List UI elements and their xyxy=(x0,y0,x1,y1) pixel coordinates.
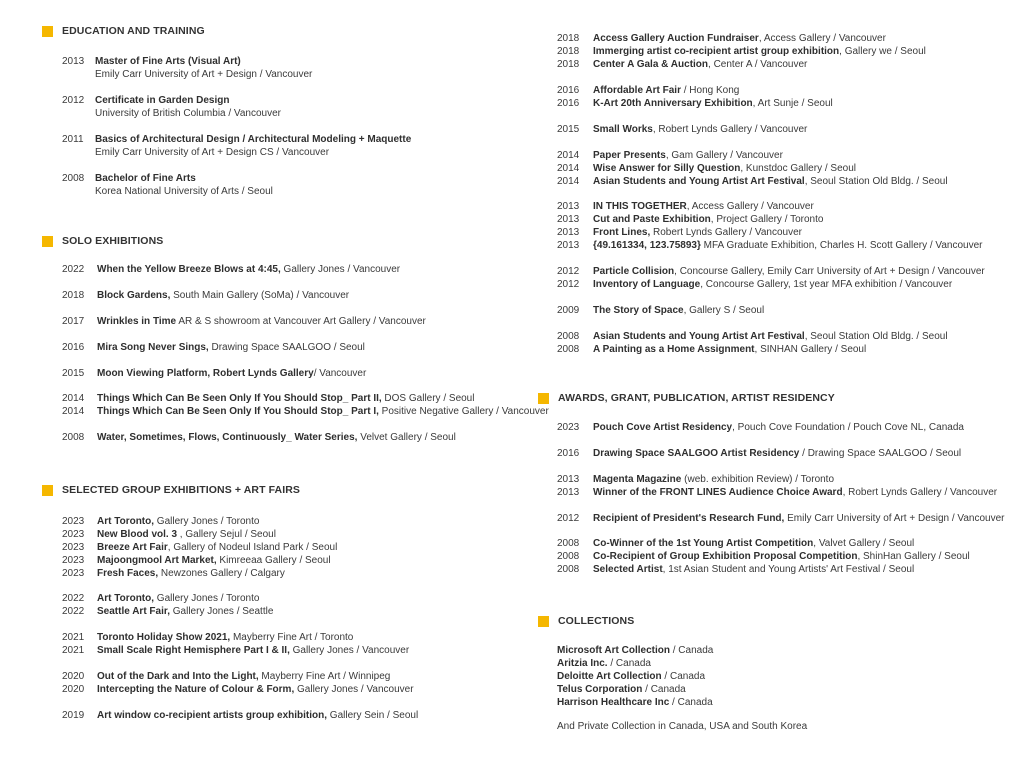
entry-detail: , ShinHan Gallery / Seoul xyxy=(857,551,970,562)
entry-detail: / Canada xyxy=(661,671,706,682)
entry-detail: Newzones Gallery / Calgary xyxy=(158,568,285,579)
list-item xyxy=(557,200,814,213)
entry-year: 2022 xyxy=(62,593,85,604)
entry-detail: AR & S showroom at Vancouver Art Gallery / Vancouver xyxy=(176,316,426,327)
list-item xyxy=(62,528,276,541)
entry-detail: / Canada xyxy=(642,684,686,695)
entry-detail: Gallery Jones / Toronto xyxy=(154,516,260,527)
entry-title: Drawing Space SAALGOO Artist Residency xyxy=(593,448,800,459)
entry-detail: , SINHAN Gallery / Seoul xyxy=(754,344,867,355)
entry-title: Small Scale Right Hemisphere Part I & II, xyxy=(97,645,290,656)
list-item xyxy=(557,58,807,71)
entry-title: Magenta Magazine xyxy=(593,474,682,485)
entry-title: Block Gardens, xyxy=(97,290,171,301)
entry-detail: / Vancouver xyxy=(313,368,367,379)
entry-title: Small Works xyxy=(593,124,653,135)
entry-year: 2013 xyxy=(557,240,580,251)
entry-year: 2008 xyxy=(62,432,85,443)
entry-title: Fresh Faces, xyxy=(97,568,159,579)
list-item xyxy=(62,631,353,644)
list-item xyxy=(557,550,970,563)
list-item xyxy=(557,278,952,291)
entry-title: Breeze Art Fair xyxy=(97,542,168,553)
entry-title: Toronto Holiday Show 2021, xyxy=(97,632,231,643)
entry-year: 2013 xyxy=(557,227,580,238)
entry-detail: , Robert Lynds Gallery / Vancouver xyxy=(652,124,808,135)
entry-title: Wise Answer for Silly Question xyxy=(593,163,741,174)
entry-year: 2011 xyxy=(62,134,84,145)
list-item xyxy=(557,213,823,226)
entry-year: 2022 xyxy=(62,264,85,275)
entry-year: 2023 xyxy=(557,422,580,433)
list-item xyxy=(557,123,807,136)
entry-year: 2013 xyxy=(557,201,580,212)
entry-year: 2014 xyxy=(62,393,85,404)
entry-title: Intercepting the Nature of Colour & Form, xyxy=(97,684,295,695)
entry-detail: Velvet Gallery / Seoul xyxy=(357,432,456,443)
entry-title: The Story of Space xyxy=(593,305,684,316)
entry-year: 2012 xyxy=(62,95,85,106)
list-item xyxy=(62,554,331,567)
entry-year: 2023 xyxy=(62,516,85,527)
group-section xyxy=(42,484,300,496)
entry-year: 2013 xyxy=(557,214,580,225)
entry-detail: , Robert Lynds Gallery / Vancouver xyxy=(842,487,998,498)
list-item xyxy=(557,330,948,343)
entry-year: 2018 xyxy=(557,59,580,70)
entry-title: Basics of Architectural Design / Architectural Modeling + Maquette xyxy=(95,134,412,145)
entry-detail: (web. exhibition Review) / Toronto xyxy=(681,474,835,485)
list-item xyxy=(62,709,418,722)
entry-detail: , Gallery S / Seoul xyxy=(683,305,765,316)
list-item xyxy=(62,315,426,328)
entry-title: New Blood vol. 3 xyxy=(97,529,178,540)
entry-title: Majoongmool Art Market, xyxy=(97,555,217,566)
list-item xyxy=(62,341,365,354)
entry-year: 2017 xyxy=(62,316,85,327)
entry-detail: , Pouch Cove Foundation / Pouch Cove NL, Canada xyxy=(732,422,964,433)
entry-year: 2016 xyxy=(62,342,85,353)
list-item xyxy=(62,172,273,198)
entry-title: Affordable Art Fair xyxy=(593,85,681,96)
entry-title: Microsoft Art Collection xyxy=(557,645,670,656)
entry-title: Things Which Can Be Seen Only If You Should Stop_ Part I, xyxy=(97,406,379,417)
entry-title: Master of Fine Arts (Visual Art) xyxy=(95,56,241,67)
list-item xyxy=(62,605,273,618)
entry-title: Water, Sometimes, Flows, Continuously_ Water Series, xyxy=(97,432,358,443)
entry-detail: , Kunstdoc Gallery / Seoul xyxy=(740,163,856,174)
entry-detail: , Center A / Vancouver xyxy=(708,59,808,70)
entry-detail: , Gam Gallery / Vancouver xyxy=(665,150,783,161)
entry-title: {49.161334, 123.75893} xyxy=(593,240,701,251)
entry-year: 2015 xyxy=(62,368,85,379)
entry-detail: , Access Gallery / Vancouver xyxy=(758,33,886,44)
entry-title: Co-Recipient of Group Exhibition Proposal Competition xyxy=(593,551,858,562)
entry-year: 2014 xyxy=(557,163,580,174)
entry-detail: Positive Negative Gallery / Vancouver xyxy=(378,406,549,417)
entry-detail: Mayberry Fine Art / Winnipeg xyxy=(258,671,391,682)
entry-year: 2014 xyxy=(557,150,580,161)
list-item xyxy=(557,696,713,709)
list-item xyxy=(62,263,400,276)
entry-title: IN THIS TOGETHER xyxy=(593,201,687,212)
list-item xyxy=(557,683,686,696)
list-item xyxy=(557,304,764,317)
entry-detail: Drawing Space SAALGOO / Seoul xyxy=(208,342,365,353)
entry-title: Art Toronto, xyxy=(97,516,155,527)
entry-detail: , Concourse Gallery, Emily Carr University of Art + Design / Vancouver xyxy=(674,266,985,277)
entry-title: Out of the Dark and Into the Light, xyxy=(97,671,259,682)
education-section xyxy=(42,25,205,37)
entry-title: Harrison Healthcare Inc xyxy=(557,697,670,708)
entry-subtitle: Emily Carr University of Art + Design / Vancouver xyxy=(95,69,313,80)
list-item xyxy=(557,473,834,486)
entry-title: Selected Artist xyxy=(593,564,663,575)
list-item xyxy=(557,343,866,356)
entry-detail: Gallery Jones / Vancouver xyxy=(294,684,414,695)
list-item xyxy=(557,84,739,97)
entry-title: Particle Collision xyxy=(593,266,675,277)
education-heading: EDUCATION AND TRAINING xyxy=(42,25,205,37)
entry-title: Cut and Paste Exhibition xyxy=(593,214,711,225)
entry-title: Front Lines, xyxy=(593,227,651,238)
entry-detail: , Valvet Gallery / Seoul xyxy=(813,538,915,549)
entry-title: Immerging artist co-recipient artist group exhibition xyxy=(593,46,840,57)
entry-detail: , Gallery of Nodeul Island Park / Seoul xyxy=(167,542,338,553)
entry-detail: Gallery Jones / Vancouver xyxy=(280,264,401,275)
list-item xyxy=(557,32,886,45)
list-item xyxy=(557,447,961,460)
entry-title: Seattle Art Fair, xyxy=(97,606,170,617)
list-item xyxy=(557,486,997,499)
list-item xyxy=(62,133,411,159)
entry-year: 2013 xyxy=(62,56,85,67)
entry-year: 2008 xyxy=(62,173,85,184)
entry-detail: , Art Sunje / Seoul xyxy=(752,98,833,109)
entry-year: 2015 xyxy=(557,124,580,135)
solo-section xyxy=(42,235,163,247)
entry-detail: Gallery Jones / Seattle xyxy=(170,606,274,617)
entry-detail: / Canada xyxy=(669,645,714,656)
list-item xyxy=(62,567,285,580)
list-item xyxy=(557,175,948,188)
entry-year: 2008 xyxy=(557,551,580,562)
collections-note: And Private Collection in Canada, USA and South Korea xyxy=(557,721,808,732)
entry-year: 2008 xyxy=(557,538,580,549)
entry-detail: Gallery Jones / Toronto xyxy=(154,593,260,604)
entry-detail: , Gallery Sejul / Seoul xyxy=(177,529,276,540)
entry-title: Paper Presents xyxy=(593,150,666,161)
entry-year: 2014 xyxy=(557,176,580,187)
entry-title: Deloitte Art Collection xyxy=(557,671,662,682)
entry-year: 2012 xyxy=(557,266,580,277)
entry-subtitle: Emily Carr University of Art + Design CS / Vancouver xyxy=(95,147,330,158)
entry-year: 2012 xyxy=(557,513,580,524)
entry-title: Inventory of Language xyxy=(593,279,701,290)
list-item xyxy=(557,657,651,670)
entry-detail: , Access Gallery / Vancouver xyxy=(686,201,814,212)
entry-year: 2013 xyxy=(557,474,580,485)
entry-year: 2013 xyxy=(557,487,580,498)
entry-year: 2021 xyxy=(62,632,85,643)
entry-year: 2023 xyxy=(62,555,85,566)
entry-detail: Gallery Sein / Seoul xyxy=(327,710,419,721)
entry-detail: / Hong Kong xyxy=(680,85,740,96)
entry-title: Asian Students and Young Artist Art Festival xyxy=(593,331,805,342)
list-item xyxy=(62,289,349,302)
list-item xyxy=(557,670,705,683)
entry-year: 2021 xyxy=(62,645,85,656)
entry-title: Pouch Cove Artist Residency xyxy=(593,422,733,433)
entry-year: 2018 xyxy=(557,46,580,57)
entry-detail: , 1st Asian Student and Young Artists' Art Festival / Seoul xyxy=(662,564,915,575)
entry-year: 2022 xyxy=(62,606,85,617)
entry-title: Aritzia Inc. xyxy=(557,658,608,669)
entry-title: Access Gallery Auction Fundraiser xyxy=(593,33,759,44)
entry-year: 2023 xyxy=(62,568,85,579)
list-item xyxy=(557,149,783,162)
entry-title: Wrinkles in Time xyxy=(97,316,177,327)
entry-year: 2012 xyxy=(557,279,580,290)
list-item xyxy=(62,405,549,418)
entry-detail: , Seoul Station Old Bldg. / Seoul xyxy=(804,176,948,187)
entry-title: Co-Winner of the 1st Young Artist Competition xyxy=(593,538,814,549)
entry-title: Asian Students and Young Artist Art Festival xyxy=(593,176,805,187)
square-bullet-icon xyxy=(538,393,549,404)
list-item xyxy=(62,55,312,81)
awards-section xyxy=(538,392,835,404)
list-item xyxy=(62,683,414,696)
list-item xyxy=(557,512,1005,525)
entry-year: 2016 xyxy=(557,98,580,109)
entry-title: Art Toronto, xyxy=(97,593,155,604)
entry-year: 2008 xyxy=(557,564,580,575)
list-item xyxy=(62,94,281,120)
entry-detail: , Concourse Gallery, 1st year MFA exhibition / Vancouver xyxy=(700,279,953,290)
entry-detail: Emily Carr University of Art + Design / Vancouver xyxy=(784,513,1005,524)
list-item xyxy=(62,670,390,683)
entry-detail: Gallery Jones / Vancouver xyxy=(289,645,410,656)
list-item xyxy=(62,431,456,444)
awards-heading: AWARDS, GRANT, PUBLICATION, ARTIST RESIDENCY xyxy=(538,392,835,404)
entry-year: 2018 xyxy=(62,290,85,301)
entry-detail: / Drawing Space SAALGOO / Seoul xyxy=(799,448,962,459)
entry-subtitle: University of British Columbia / Vancouver xyxy=(95,108,281,119)
entry-year: 2020 xyxy=(62,684,85,695)
entry-detail: , Project Gallery / Toronto xyxy=(710,214,824,225)
entry-subtitle: Korea National University of Arts / Seoul xyxy=(95,186,273,197)
entry-year: 2008 xyxy=(557,331,580,342)
list-item xyxy=(557,421,964,434)
entry-title: When the Yellow Breeze Blows at 4:45, xyxy=(97,264,281,275)
list-item xyxy=(557,45,926,58)
entry-title: Telus Corporation xyxy=(557,684,643,695)
entry-year: 2023 xyxy=(62,542,85,553)
list-item xyxy=(62,515,259,528)
entry-title: A Painting as a Home Assignment xyxy=(593,344,755,355)
entry-title: Things Which Can Be Seen Only If You Should Stop_ Part II, xyxy=(97,393,382,404)
entry-year: 2016 xyxy=(557,85,580,96)
square-bullet-icon xyxy=(42,485,53,496)
entry-title: Moon Viewing Platform, Robert Lynds Gallery xyxy=(97,368,314,379)
list-item xyxy=(62,592,259,605)
entry-detail: Robert Lynds Gallery / Vancouver xyxy=(650,227,802,238)
entry-detail: South Main Gallery (SoMa) / Vancouver xyxy=(170,290,350,301)
list-item xyxy=(557,226,802,239)
list-item xyxy=(62,644,409,657)
list-item xyxy=(557,97,833,110)
entry-detail: , Gallery we / Seoul xyxy=(839,46,926,57)
entry-year: 2018 xyxy=(557,33,580,44)
entry-title: Mira Song Never Sings, xyxy=(97,342,209,353)
list-item xyxy=(557,563,914,576)
entry-title: Bachelor of Fine Arts xyxy=(95,173,196,184)
square-bullet-icon xyxy=(538,616,549,627)
entry-title: Center A Gala & Auction xyxy=(593,59,709,70)
entry-detail: Mayberry Fine Art / Toronto xyxy=(230,632,354,643)
entry-year: 2014 xyxy=(62,406,85,417)
entry-detail: / Canada xyxy=(669,697,713,708)
list-item xyxy=(557,162,856,175)
entry-title: K-Art 20th Anniversary Exhibition xyxy=(593,98,753,109)
list-item xyxy=(557,265,985,278)
entry-title: Certificate in Garden Design xyxy=(95,95,230,106)
entry-year: 2020 xyxy=(62,671,85,682)
entry-detail: , Seoul Station Old Bldg. / Seoul xyxy=(804,331,948,342)
list-item xyxy=(62,367,366,380)
entry-detail: MFA Graduate Exhibition, Charles H. Scott Gallery / Vancouver xyxy=(700,240,983,251)
entry-year: 2009 xyxy=(557,305,580,316)
list-item xyxy=(62,541,337,554)
square-bullet-icon xyxy=(42,26,53,37)
list-item xyxy=(62,392,474,405)
list-item xyxy=(557,537,914,550)
list-item xyxy=(557,239,983,252)
entry-title: Winner of the FRONT LINES Audience Choice Award xyxy=(593,487,843,498)
list-item xyxy=(557,644,713,657)
entry-year: 2019 xyxy=(62,710,85,721)
solo-heading: SOLO EXHIBITIONS xyxy=(42,235,163,247)
square-bullet-icon xyxy=(42,236,53,247)
entry-detail: Kimreeaa Gallery / Seoul xyxy=(216,555,331,566)
entry-year: 2023 xyxy=(62,529,85,540)
entry-year: 2008 xyxy=(557,344,580,355)
collections-heading: COLLECTIONS xyxy=(538,615,634,627)
entry-detail: DOS Gallery / Seoul xyxy=(381,393,475,404)
entry-title: Art window co-recipient artists group exhibition, xyxy=(97,710,328,721)
entry-detail: / Canada xyxy=(607,658,651,669)
group-heading: SELECTED GROUP EXHIBITIONS + ART FAIRS xyxy=(42,484,300,496)
collections-section xyxy=(538,615,634,627)
entry-title: Recipient of President's Research Fund, xyxy=(593,513,785,524)
entry-year: 2016 xyxy=(557,448,580,459)
